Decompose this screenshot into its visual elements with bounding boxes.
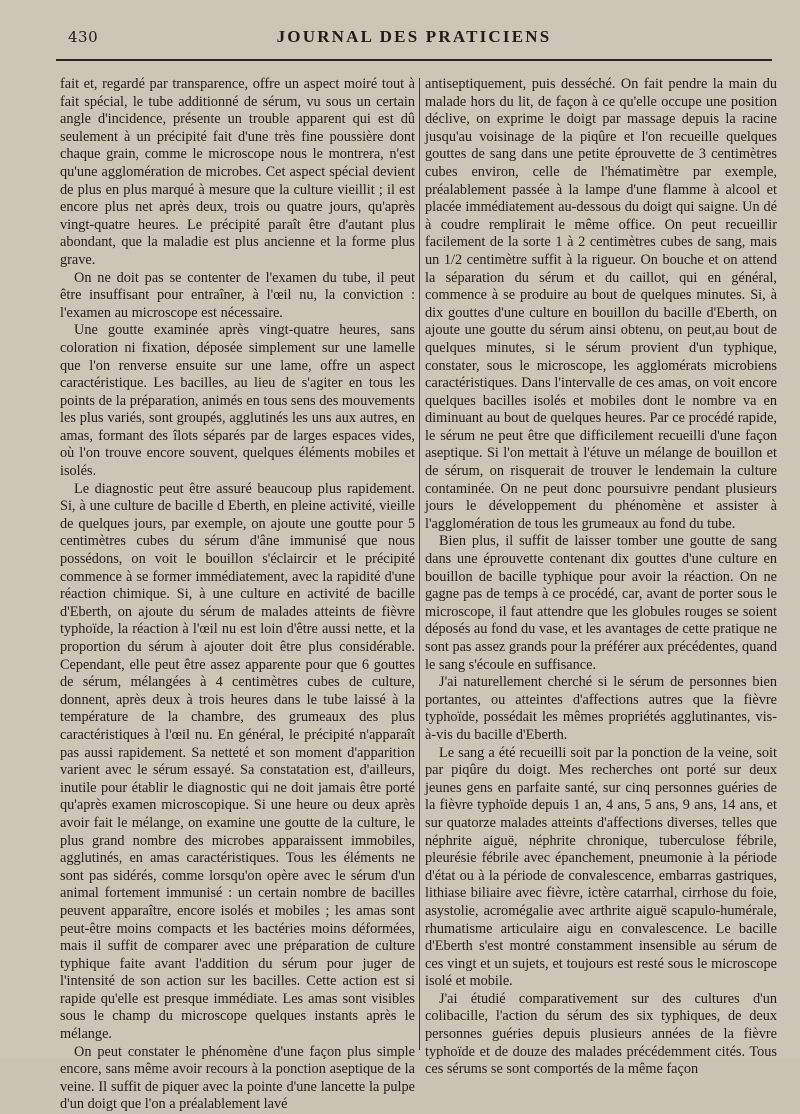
right-column <box>425 76 777 1078</box>
column-divider <box>419 78 420 1050</box>
paragraph: Le sang a été recueilli soit par la ponction de la veine, soit par piqûre du doigt. Mes recherches ont porté sur deux jeunes gens en parfaite santé, sur cinq personnes guéries de la fièvre typhoïde depuis 1 an, 4 ans, 5 ans, 9 ans, 14 ans, et sur quatorze malades atteints d'affections diverses, telles que néphrite aiguë, néphrite chronique, tuberculose fébrile, pleurésie fébrile avec épanchement, pneumonie à la période d'état ou à la période de convalescence, embarras gastriques, lithiase biliaire avec fièvre, ictère catarrhal, cirrhose du foie, asystolie, acromégalie avec arthrite aiguë scapulo-humérale, rhumatisme articulaire aigu en convalescence. Le bacille d'Eberth s'est montré constamment insensible au sérum de ces vingt et un sujets, et toujours est resté sous le microscope isolé et mobile. <box>425 744 777 990</box>
paragraph: fait et, regardé par transparence, offre un aspect moiré tout à fait spécial, le tube additionné de sérum, vu sous un certain angle d'incidence, présente un trouble apparent qui est dû seulement à un précipité fait d'une très fine poussière dont chaque grain, comme le microscope nous le montrera, n'est qu'une agglomération de microbes. Cet aspect spécial devient de plus en plus marqué à mesure que la culture vieillit ; il est encore plus net après deux, trois ou quatre jours, qu'après vingt-quatre heures. Le précipité paraît être d'autant plus abondant, que la maladie est plus ancienne et la forme plus grave. <box>60 76 415 268</box>
page-number: 430 <box>68 28 99 46</box>
paragraph: antiseptiquement, puis desséché. On fait pendre la main du malade hors du lit, de façon à ce qu'elle occupe une position déclive, on exprime le doigt par massage depuis la racine jusqu'au voisinage de la piqûre et l'on recueille quelques gouttes de sang dans une petite éprouvette de 3 centimètres cubes environ, celle de l'hématimètre par exemple, préalablement passée à la lampe d'une flamme à alcool et placée immédiatement au-dessous du doigt qui saigne. Un dé à coudre remplirait le même office. On peut recueillir facilement de la sorte 1 à 2 centimètres cubes de sang, mais un 1/2 centimètre suffit à la rigueur. On bouche et on attend la séparation du sérum et du caillot, qui en général, commence à se produire au bout de quelques minutes. Si, à dix gouttes d'une culture en bouillon du bacille d'Eberth, on ajoute une goutte du sérum ainsi obtenu, on peut,au bout de quelques minutes, si le sérum provient d'un typhique, constater, sous le microscope, les agglomérats microbiens caractéristiques. Dans l'intervalle de ces amas, on voit encore quelques bacilles isolés et mobiles dont le nombre va en diminuant au bout de quelques heures. Par ce procédé rapide, le sérum ne peut être que difficilement recueilli d'une façon aseptique. Si l'on mettait à l'étuve un mélange de bouillon et de sérum, on risquerait de trouver le lendemain la culture contaminée. On ne peut donc poursuivre pendant plusieurs jours le développement du phénomène et assister à l'agglomération de tous les grumeaux au fond du tube. <box>425 76 777 532</box>
header-rule <box>56 59 772 61</box>
paragraph: On peut constater le phénomène d'une façon plus simple encore, sans même avoir recours à la ponction aseptique de la veine. Il suffit de piquer avec la pointe d'une lancette la pulpe d'un doigt que l'on a préalablement lavé <box>60 1043 415 1113</box>
paragraph: J'ai naturellement cherché si le sérum de personnes bien portantes, ou atteintes d'affections autres que la fièvre typhoïde, possédait les mêmes propriétés agglutinantes, vis-à-vis du bacille d'Eberth. <box>425 674 777 743</box>
paragraph: Une goutte examinée après vingt-quatre heures, sans coloration ni fixation, déposée simplement sur une lamelle que l'on renverse ensuite sur une lame, offre un aspect caractéristique. Les bacilles, au lieu de s'agiter en tous les points de la préparation, animés en tous sens des mouvements les plus variés, sont groupés, agglutinés les uns aux autres, en amas, formant des îlots séparés par de larges espaces vides, où l'on trouve encore souvent, quelques éléments mobiles et isolés. <box>60 322 415 480</box>
paragraph: On ne doit pas se contenter de l'examen du tube, il peut être insuffisant pour entraîner, à l'œil nu, la conviction : l'examen au microscope est nécessaire. <box>60 269 415 321</box>
paragraph: J'ai étudié comparativement sur des cultures d'un colibacille, l'action du sérum des six typhiques, de deux personnes guéries depuis plusieurs années de la fièvre typhoïde et de douze des malades précédemment cités. Tous ces sérums se sont comportés de la même façon <box>425 990 777 1078</box>
page-header <box>56 26 772 52</box>
paragraph: Bien plus, il suffit de laisser tomber une goutte de sang dans une éprouvette contenant dix gouttes d'une culture en bouillon de bacille typhique pour avoir la réaction. On ne gagne pas de temps à ce procédé, car, avant de porter sous le microscope, il faut attendre que les globules rouges se soient déposés au fond du vase, et les avantages de cette pratique ne sont pas assez grands pour la préférer aux précédentes, quand le sang s'écoule en suffisance. <box>425 533 777 673</box>
paragraph: Le diagnostic peut être assuré beaucoup plus rapidement. Si, à une culture de bacille d Eberth, en pleine activité, vieille de quelques jours, par exemple, on ajoute une goutte pour 5 centimètres cubes du sérum d'âne immunisé que nous possédons, on voit le bouillon s'éclaircir et le précipité commence à se former immédiatement, avec la rapidité d'une réaction chimique. Si, à une culture en activité de bacille d'Eberth, on ajoute du sérum de malades atteints de fièvre typhoïde, la réaction à l'œil nu est loin d'être aussi nette, et la proportion du sérum à ajouter doit être plus considérable. Cependant, elle peut être assez apparente pour que 6 gouttes de sérum, mélangées à 4 centimètres cubes de culture, donnent, après deux à trois heures dans le tube laissé à la température de la chambre, des grumeaux des plus caractéristiques à l'œil nu. En général, le précipité n'apparaît pas aussi rapidement. Sa netteté et son moment d'apparition varient avec le sérum essayé. Sa constatation est, d'ailleurs, inutile pour établir le diagnostic qui ne doit jamais être porté qu'après examen microscopique. Si une heure ou deux après avoir fait le mélange, on examine une goutte de la culture, le plus grand nombre des microbes apparaissent immobiles, agglutinés, en amas caractéristiques. Tous les éléments ne sont pas sidérés, comme lorsqu'on opère avec le sérum d'un animal fortement immunisé : un certain nombre de bacilles peuvent apparaître, encore isolés et mobiles ; les amas sont peut-être moins compacts et les bactéries moins déformées, mais il suffit de comparer avec une préparation de culture typhique faite avant l'addition du sérum pour juger de l'intensité de son action sur les bacilles. Cette action est si rapide qu'elle est presque immédiate. Les amas sont visibles sous le champ du microscope quelques instants après le mélange. <box>60 480 415 1043</box>
running-title: JOURNAL DES PRATICIENS <box>276 27 552 46</box>
left-column <box>60 76 415 1113</box>
